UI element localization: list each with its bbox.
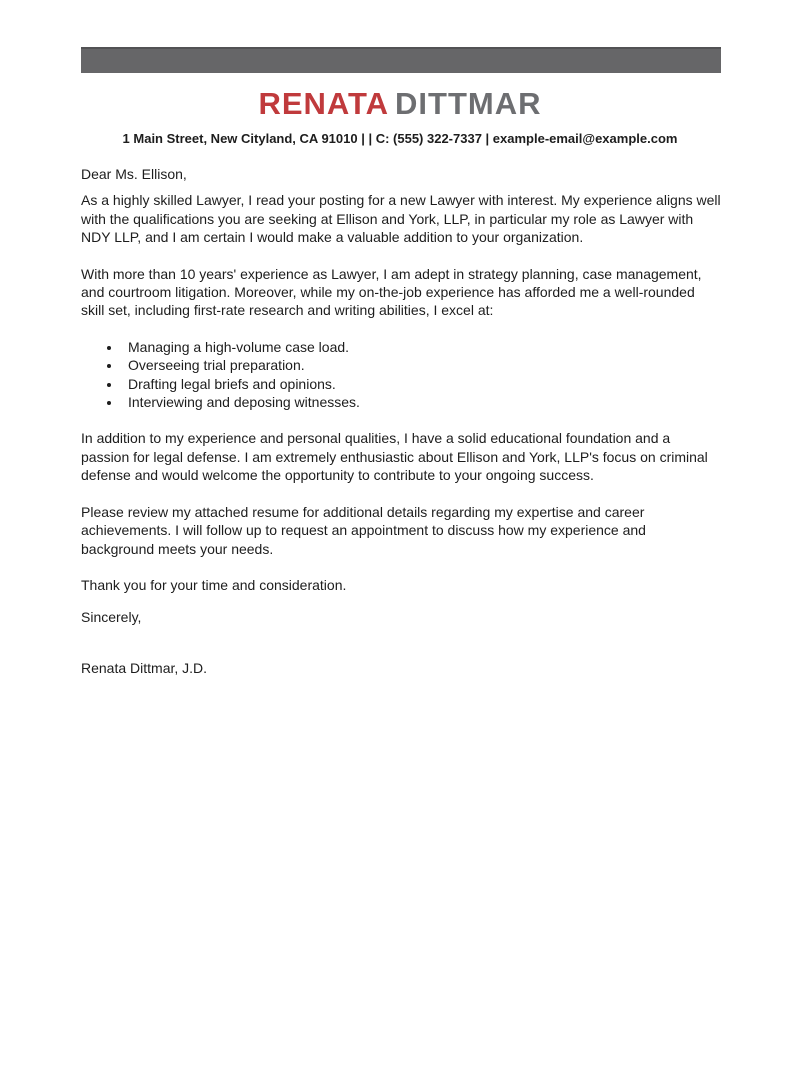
last-name-text: DITTMAR [395, 86, 542, 121]
skills-bullet-list [81, 338, 721, 412]
first-name-text: RENATA [258, 86, 390, 121]
page-title [0, 86, 800, 122]
contact-line: 1 Main Street, New Cityland, CA 91010 | | C: (555) 322-7337 | example-email@example.com [122, 131, 678, 146]
salutation: Dear Ms. Ellison, [81, 166, 187, 182]
thank-you-line: Thank you for your time and consideration. [81, 576, 347, 593]
bullet-item: • Overseeing trial preparation. [122, 356, 721, 374]
letter-body [81, 165, 721, 677]
signature-name: Renata Dittmar, J.D. [81, 659, 208, 676]
letter-paragraph: With more than 10 years' experience as Lawyer, I am adept in strategy planning, case management, and courtroom litigation. Moreover, while my on-the-job experience has afforded me a well-rounded skill set, including first-rate research and writing abilities, I excel at: [81, 265, 702, 319]
letter-paragraph: In addition to my experience and personal qualities, I have a solid educational foundation and a passion for legal defense. I am extremely enthusiastic about Ellison and York, LLP's focus on criminal defense and would welcome the opportunity to contribute to your ongoing success. [81, 430, 708, 484]
letter-paragraph: Please review my attached resume for additional details regarding my expertise and career achievements. I will follow up to request an appointment to discuss how my experience and background meets your needs. [81, 503, 646, 557]
document-page [0, 47, 800, 1082]
bullet-item: • Interviewing and deposing witnesses. [122, 393, 721, 411]
letter-paragraph: As a highly skilled Lawyer, I read your posting for a new Lawyer with interest. My experience aligns well with the qualifications you are seeking at Ellison and York, LLP, in particular my role as Lawyer with NDY LLP, and I am certain I would make a valuable addition to your organization. [81, 192, 721, 246]
bullet-item: • Managing a high-volume case load. [122, 338, 721, 356]
bullet-item: • Drafting legal briefs and opinions. [122, 375, 721, 393]
top-accent-bar [81, 47, 721, 73]
closing-line: Sincerely, [81, 609, 142, 626]
